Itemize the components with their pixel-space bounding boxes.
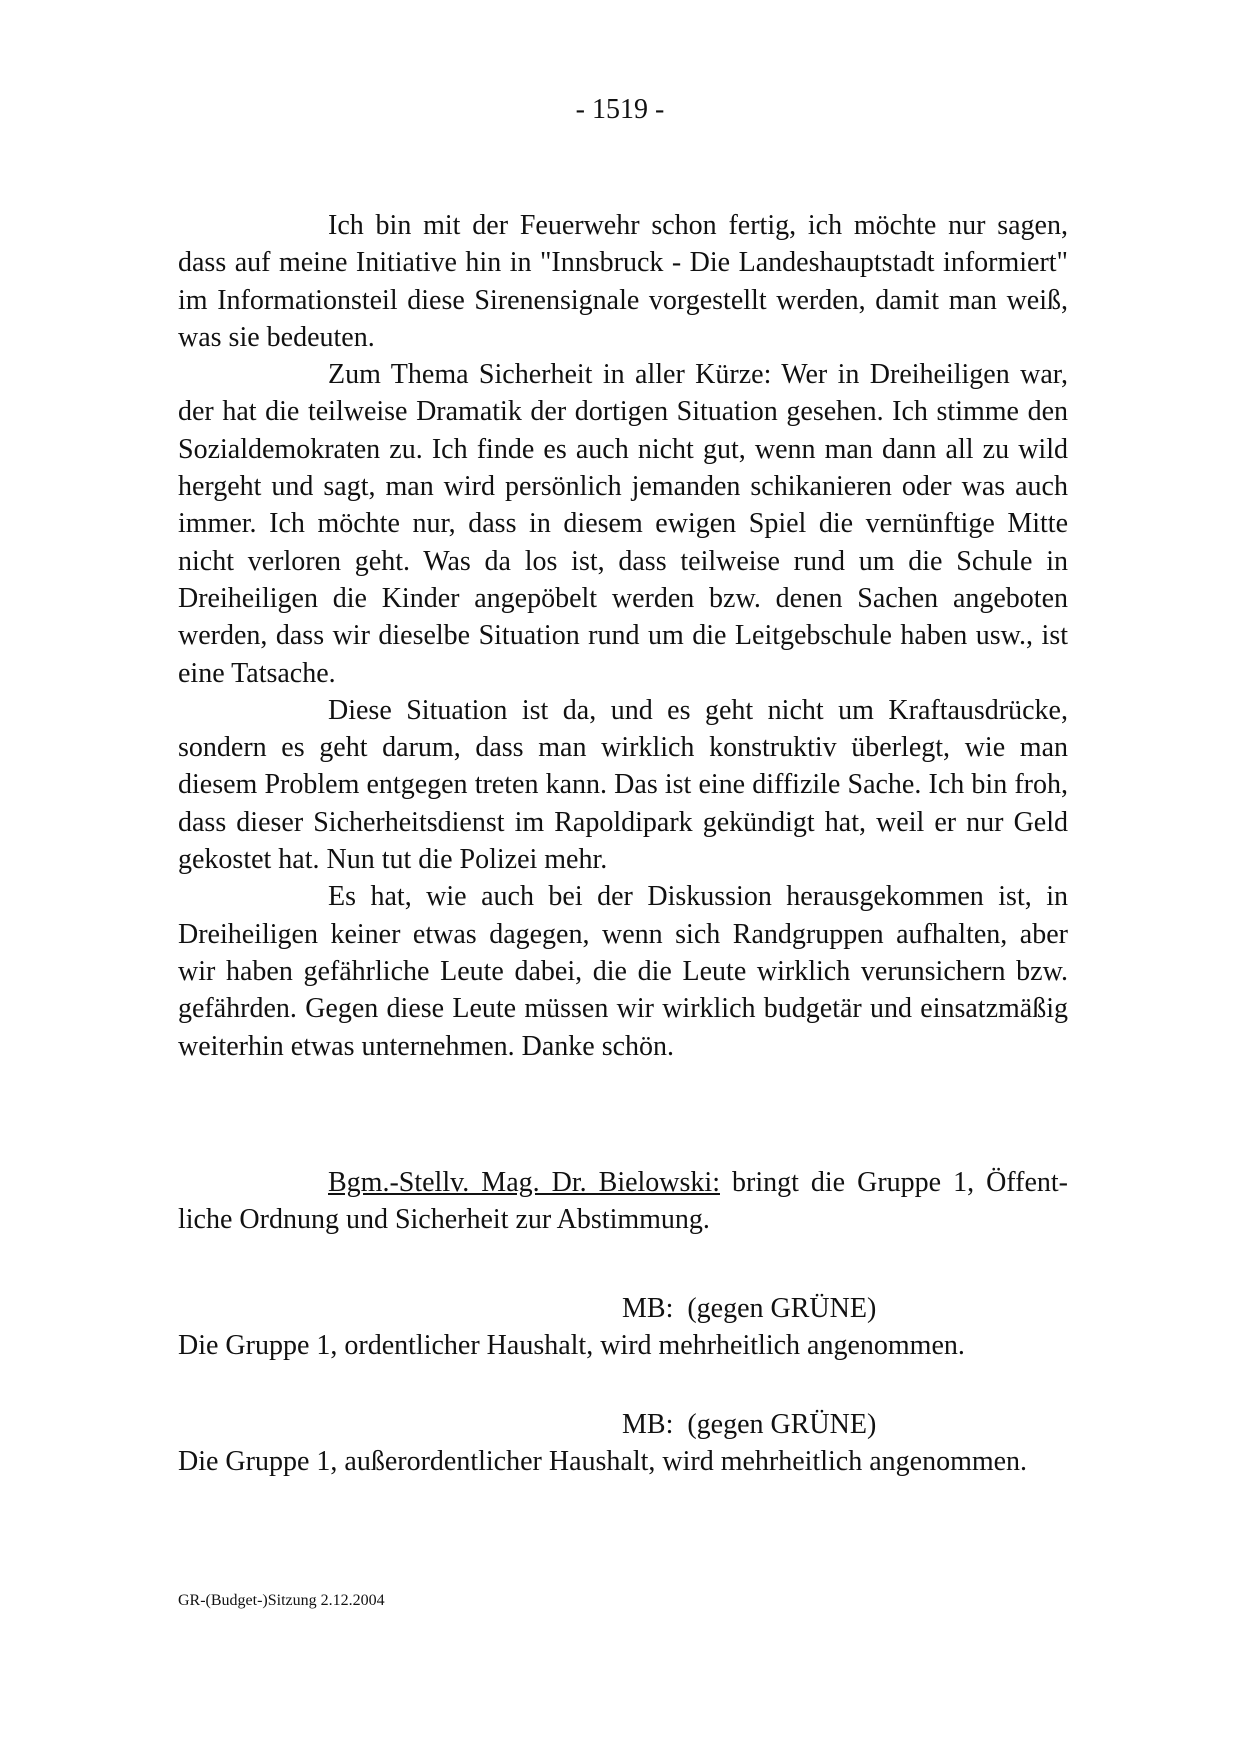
page-number: - 1519 - (575, 94, 665, 125)
speaker-paragraph (178, 1164, 1068, 1239)
speech-body (178, 207, 1068, 1065)
speaker-statement: bringt die Gruppe 1, Öffentliche Ordnung und Sicherheit zur Abstimmung. (178, 1167, 1068, 1236)
paragraph: Ich bin mit der Feuerwehr schon fertig, ich möchte nur sagen, dass auf meine Initiative hin in "Innsbruck - Die Landeshauptstadt informiert" im Informationsteil diese Sirenensignale vorgestellt werden, damit man weiß, was sie bedeuten. (178, 210, 1068, 353)
footer-session-info: GR-(Budget-)Sitzung 2.12.2004 (178, 1592, 385, 1609)
vote-label: MB: (gegen GRÜNE) (622, 1293, 877, 1324)
paragraph: Zum Thema Sicherheit in aller Kürze: Wer in Dreiheiligen war, der hat die teilweise Dramatik der dortigen Situation gesehen. Ich stimme den Sozialdemokraten zu. Ich finde es auch nicht gut, wenn man dann all zu wild hergeht und sagt, man wird persönlich jemanden schikanieren oder was auch immer. Ich möchte nur, dass in diesem ewigen Spiel die vernünftige Mitte nicht verloren geht. Was da los ist, dass teilweise rund um die Schule in Dreiheiligen die Kinder angepöbelt werden bzw. denen Sachen angeboten werden, dass wir dieselbe Situation rund um die Leitgebschule haben usw., ist eine Tatsache. (178, 359, 1068, 689)
paragraph: Diese Situation ist da, und es geht nicht um Kraftausdrücke, sondern es geht darum, dass man wirklich konstruktiv überlegt, wie man diesem Problem entgegen treten kann. Das ist eine diffizile Sache. Ich bin froh, dass dieser Sicherheitsdienst im Rapoldipark gekündigt hat, weil er nur Geld gekostet hat. Nun tut die Polizei mehr. (178, 694, 1068, 876)
speaker-name: Bgm.-Stellv. Mag. Dr. Bielowski: (328, 1167, 720, 1198)
speaker-block (178, 1164, 1068, 1239)
vote-result: Die Gruppe 1, außerordentlicher Haushalt, wird mehrheitlich angenommen. (178, 1446, 1028, 1477)
vote-result: Die Gruppe 1, ordentlicher Haushalt, wird mehrheitlich angenommen. (178, 1330, 965, 1361)
paragraph: Es hat, wie auch bei der Diskussion herausgekommen ist, in Dreiheiligen keiner etwas dagegen, wenn sich Randgruppen aufhalten, aber wir haben gefährliche Leute dabei, die die Leute wirklich verunsichern bzw. gefährden. Gegen diese Leute müssen wir wirklich budgetär und einsatzmäßig weiterhin etwas unternehmen. Danke schön. (178, 881, 1068, 1062)
vote-label: MB: (gegen GRÜNE) (622, 1409, 877, 1440)
